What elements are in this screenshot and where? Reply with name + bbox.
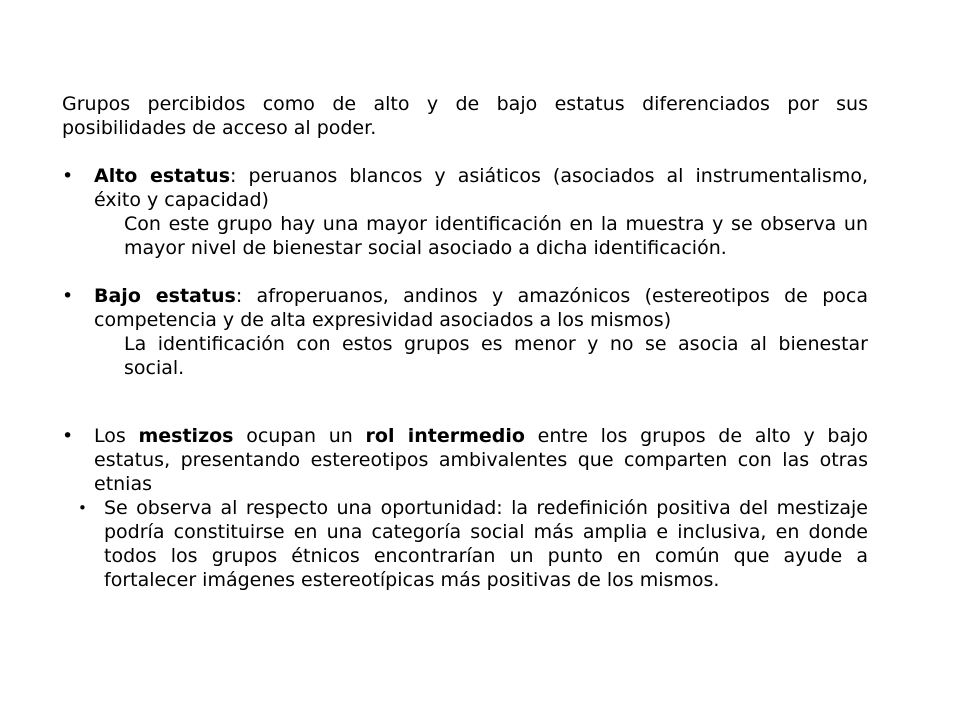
alto-estatus-term: Alto estatus [94,165,231,187]
slide-content [62,92,868,592]
bajo-estatus-text [94,284,868,332]
mestizos-mid: ocupan un [233,425,366,447]
mestizos-term: mestizos [138,425,234,447]
bullet-marker: • [62,165,74,187]
bullet-alto-estatus [62,164,868,212]
mestizos-prefix: Los [94,425,139,447]
mestizos-role: rol intermedio [365,425,525,447]
mestizaje-text: Se observa al respecto una oportunidad: la redefinición positiva del mestizaje podría constituirse en una categoría social más amplia e inclusiva, en donde todos los grupos étnicos encontrarían un punto en común que ayude a fortalecer imágenes estereotípicas más positivas de los mismos. [104,497,868,591]
bullet-marker: • [62,285,74,307]
sub-bullet-marker: • [78,499,87,517]
bullet-bajo-estatus [62,284,868,332]
alto-estatus-detail: Con este grupo hay una mayor identificación en la muestra y se observa un mayor nivel de bienestar social asociado a dicha identificación. [124,213,868,259]
bullet-marker: • [62,425,74,447]
alto-estatus-text [94,164,868,212]
mestizos-description: entre los grupos de alto y bajo estatus, presentando estereotipos ambivalentes que comparten con las otras etnias [94,425,868,495]
alto-estatus-description: : peruanos blancos y asiáticos (asociados al instrumentalismo, éxito y capacidad) [94,165,868,211]
bajo-estatus-description: : afroperuanos, andinos y amazónicos (estereotipos de poca competencia y de alta expresividad asociados a los mismos) [94,285,868,331]
mestizos-text [94,424,868,496]
bajo-estatus-term: Bajo estatus [94,285,236,307]
sub-bullet-mestizaje [62,496,868,592]
bullet-mestizos [62,424,868,496]
bajo-estatus-detail: La identificación con estos grupos es menor y no se asocia al bienestar social. [124,333,868,379]
intro-paragraph: Grupos percibidos como de alto y de bajo estatus diferenciados por sus posibilidades de acceso al poder. [62,93,868,139]
